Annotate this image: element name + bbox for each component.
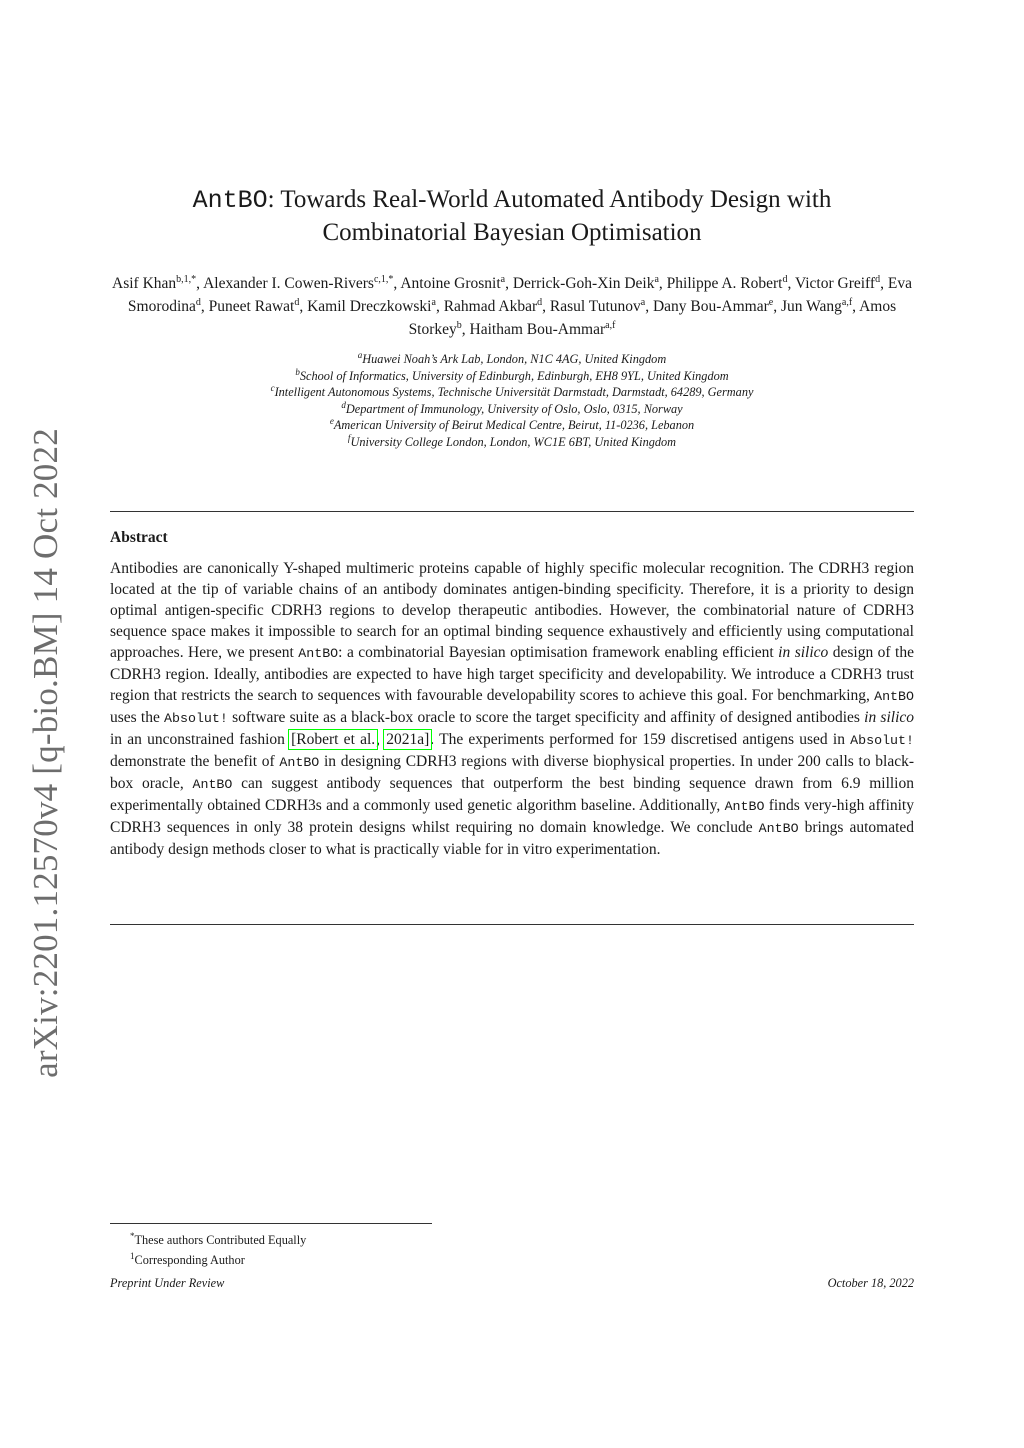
affiliation-mark: b — [295, 366, 300, 377]
abstract-text: uses the — [110, 709, 165, 726]
tool-name: Absolut! — [850, 733, 914, 748]
author — [307, 298, 436, 315]
title-text: : Towards Real-World Automated Antibody Design with Combinatorial Bayesian Optimisation — [267, 186, 832, 246]
affiliation — [110, 351, 914, 368]
affiliation — [110, 368, 914, 385]
author-affiliation-mark: d — [195, 296, 201, 308]
author-name: Rahmad Akbar — [443, 298, 538, 315]
footnote-mark: * — [130, 1231, 135, 1241]
abstract-text: in designing CDRH3 regions with diverse biophysical properties. In under 200 calls to black-box oracle, — [110, 753, 914, 792]
author — [781, 298, 852, 315]
author-name: Haitham Bou-Ammar — [469, 321, 606, 338]
author — [667, 275, 788, 292]
author-affiliation-mark: d — [875, 273, 881, 285]
author-name: Kamil Dreczkowski — [307, 298, 432, 315]
footnote-mark: 1 — [130, 1251, 135, 1262]
affiliation-text: School of Informatics, University of Edinburgh, Edinburgh, EH8 9YL, United Kingdom — [299, 368, 729, 383]
author-name: Asif Khan — [112, 275, 177, 292]
footnote-rule — [110, 1223, 432, 1224]
affiliation-mark: a — [357, 349, 363, 360]
abstract-text: brings automated antibody design methods closer to what is practically viable for in vitro experimentation. — [110, 819, 915, 858]
abstract-body — [110, 558, 914, 860]
paper-title — [140, 184, 884, 249]
footnote-text: These authors Contributed Equally — [134, 1233, 307, 1248]
abstract-text: Antibodies are canonically Y-shaped multimeric proteins capable of highly specific molecular recognition. The CDRH3 region located at the tip of variable chains of an antibody dominates antigen-binding specificity. Therefore, it is a priority to design optimal antigen-specific CDRH3 regions to develop therapeutic antibodies. However, the combinatorial nature of CDRH3 sequence space makes it impossible to search for an optimal binding sequence exhaustively and efficiently using computational approaches. Here, we present — [110, 560, 914, 661]
tool-name: AntBO — [758, 821, 799, 836]
footnote — [130, 1248, 306, 1268]
citation-link[interactable]: 2021a] — [386, 731, 430, 748]
abstract-text: . The experiments performed for 159 discretised antigens used in — [430, 731, 851, 748]
abstract-text: in an unconstrained fashion — [110, 731, 291, 748]
author-name: Puneet Rawat — [208, 298, 295, 315]
abstract-bottom-rule — [110, 924, 914, 925]
tool-name: AntBO — [874, 689, 914, 704]
affiliation-mark: c — [270, 382, 275, 393]
affiliation-text: American University of Beirut Medical Centre, Beirut, 11-0236, Lebanon — [333, 418, 695, 432]
abstract-text: demonstrate the benefit of — [110, 753, 280, 770]
author-affiliation-mark: c,1,* — [373, 273, 394, 285]
author — [203, 275, 393, 292]
author-name: Victor Greiff — [794, 275, 876, 292]
footer-date: October 18, 2022 — [827, 1276, 914, 1290]
affiliation — [110, 401, 914, 418]
affiliation-text: Intelligent Autonomous Systems, Technische Universität Darmstadt, Darmstadt, 64289, Germany — [274, 385, 754, 399]
tool-name: AntBO — [298, 646, 339, 661]
author-affiliation-mark: a — [431, 296, 436, 308]
author-affiliation-mark: e — [768, 296, 774, 308]
author-affiliation-mark: a — [500, 273, 506, 285]
abstract-text: finds very-high affinity CDRH3 sequences in only 38 protein designs whilst requiring no domain knowledge. We conclude — [110, 797, 914, 836]
author — [209, 298, 300, 315]
affiliation — [110, 384, 914, 401]
author — [513, 275, 659, 292]
author-name: Jun Wang — [780, 298, 842, 315]
author-name: Dany Bou-Ammar — [652, 298, 769, 315]
tool-name: AntBO — [192, 777, 233, 792]
author — [112, 275, 196, 292]
tool-name: Absolut! — [164, 711, 228, 726]
abstract-text: software suite as a black-box oracle to score the target specificity and affinity of designed antibodies — [227, 709, 865, 726]
affiliation-text: Department of Immunology, University of Oslo, Oslo, 0315, Norway — [345, 401, 683, 416]
author-name: Antoine Grosnit — [400, 275, 501, 292]
affiliation-mark: f — [347, 432, 351, 443]
tool-name: AntBO — [279, 755, 320, 770]
author-name: Rasul Tutunov — [549, 298, 641, 315]
author-affiliation-mark: b,1,* — [176, 273, 197, 285]
author-name: Derrick-Goh-Xin Deik — [512, 275, 655, 292]
abstract-text: design of the CDRH3 region. Ideally, antibodies are expected to have high target specificity and developability. We introduce a CDRH3 trust region that restricts the search to sequences with favourable developability scores to achieve this goal. For benchmarking, — [110, 644, 914, 704]
affiliation-list — [110, 351, 914, 450]
abstract-text: : a combinatorial Bayesian optimisation framework enabling efficient — [338, 644, 779, 661]
abstract-top-rule — [110, 511, 914, 512]
author-affiliation-mark: d — [537, 296, 543, 308]
author-name: Philippe A. Robert — [666, 275, 783, 292]
arxiv-identifier: arXiv:2201.12570v4 [q-bio.BM] 14 Oct 2022 — [26, 428, 65, 1078]
author-affiliation-mark: b — [456, 319, 462, 331]
footnote-text: Corresponding Author — [134, 1253, 245, 1268]
citation-link[interactable]: [Robert et al. — [291, 731, 376, 748]
title-tool-name: AntBO — [192, 186, 268, 215]
tool-name: AntBO — [724, 799, 765, 814]
footnotes — [130, 1228, 306, 1268]
emphasis: in silico — [864, 709, 915, 726]
author — [400, 275, 505, 292]
abstract-text: , — [376, 731, 386, 748]
footer-status: Preprint Under Review — [110, 1276, 225, 1290]
author-affiliation-mark: a,f — [841, 296, 853, 308]
affiliation-mark: e — [329, 415, 334, 426]
author-affiliation-mark: a — [654, 273, 659, 285]
affiliation — [110, 434, 914, 451]
author-name: Alexander I. Cowen-Rivers — [203, 275, 374, 292]
author — [795, 275, 880, 292]
author — [470, 321, 616, 338]
emphasis: in silico — [778, 644, 829, 661]
abstract-heading: Abstract — [110, 529, 168, 546]
author-name: Amos Storkey — [408, 298, 897, 338]
affiliation-text: Huawei Noah’s Ark Lab, London, N1C 4AG, United Kingdom — [362, 352, 667, 366]
arxiv-sidebar — [18, 428, 74, 1078]
affiliation — [110, 417, 914, 434]
author — [653, 298, 773, 315]
footnote — [130, 1228, 306, 1248]
affiliation-mark: d — [341, 399, 346, 410]
author-name: Eva Smorodina — [127, 275, 912, 315]
author-affiliation-mark: a — [640, 296, 646, 308]
author-affiliation-mark: a,f — [605, 319, 616, 331]
abstract-text: can suggest antibody sequences that outperform the best binding sequence drawn from 6.9 million experimentally obtained CDRH3s and a commonly used genetic algorithm baseline. Additionally, — [110, 775, 914, 814]
author-affiliation-mark: d — [782, 273, 788, 285]
affiliation-text: University College London, London, WC1E 6BT, United Kingdom — [350, 434, 677, 449]
author — [444, 298, 542, 315]
author-affiliation-mark: d — [294, 296, 300, 308]
author-list: Asif Khan$^{b,1,*}$, Alexander I. Cowen-Rivers$^{c,1,*}$, Antoine Grosnit$^a$, Derrick-Goh-Xin Deik$^a$, Philippe A. Robert$^d$, Victor Greiff$^d$, Eva Smorodina$^d$, Puneet Rawat$^d$, Kamil Dreczkowski$^a$, Rahmad Akbar$^d$, Rasul Tutunov$^a$, Dany Bou-Ammar$^e$, Jun Wang$^{a,f}$, Amos Storkey$^b$, Haitham Bou-Ammar$^{a,f}$ — [112, 273, 912, 338]
author — [550, 298, 645, 315]
